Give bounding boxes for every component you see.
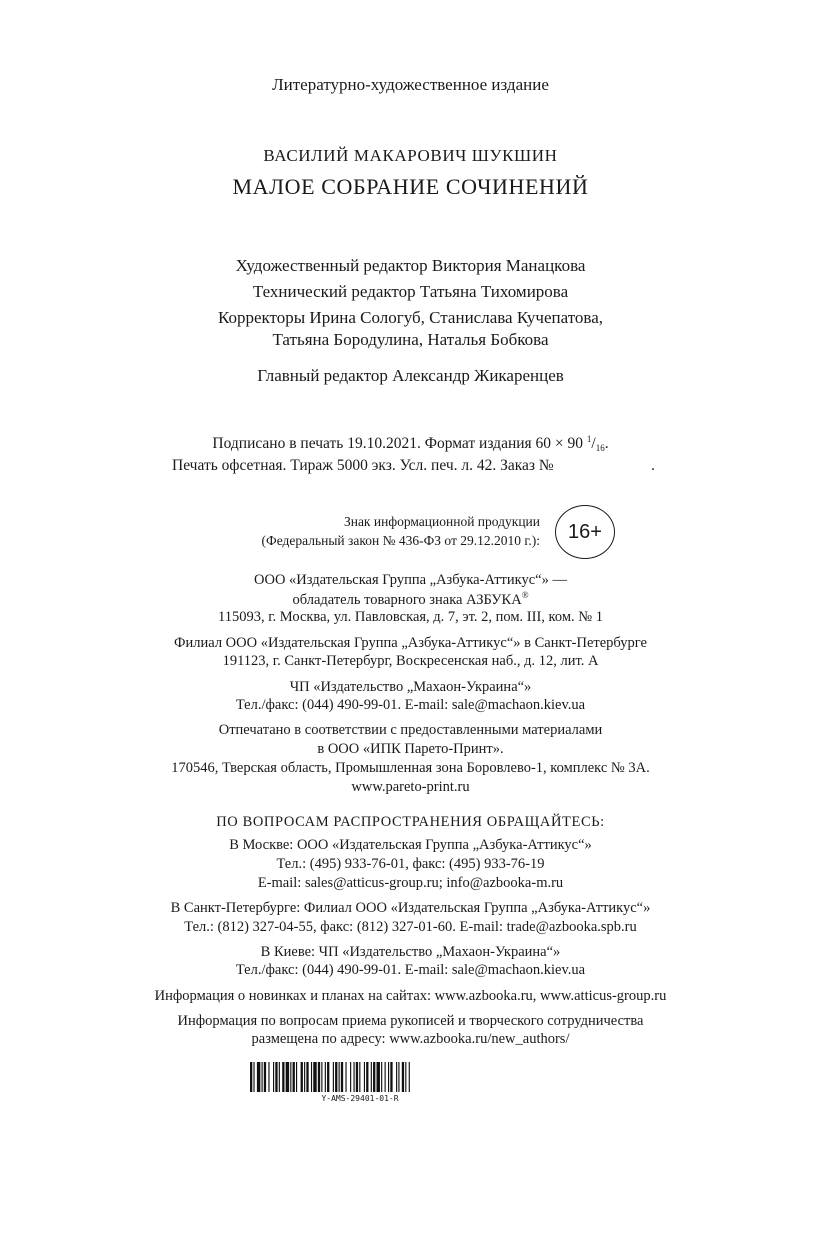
printed-line-3: 170546, Тверская область, Промышленная зона Боровлево-1, комплекс № 3А.: [171, 760, 650, 776]
registered-mark: ®: [521, 590, 529, 600]
format-fraction-separator: /: [591, 435, 596, 452]
proofreaders-line-2: Татьяна Бородулина, Наталья Бобкова: [272, 330, 549, 349]
print-info-line-2: Печать офсетная. Тираж 5000 экз. Усл. печ. л. 42. Заказ №: [172, 457, 554, 474]
author-name: ВАСИЛИЙ МАКАРОВИЧ ШУКШИН: [263, 146, 558, 165]
kiev-line-1: В Киеве: ЧП «Издательство „Махаон-Украина“»: [260, 944, 561, 960]
ukraine-publisher-line-1: ЧП «Издательство „Махаон-Украина“»: [289, 679, 532, 695]
moscow-line-2: Тел.: (495) 933-76-01, факс: (495) 933-76-19: [276, 856, 545, 872]
branch-line-1: Филиал ООО «Издательская Группа „Азбука-Аттикус“» в Санкт-Петербурге: [174, 635, 647, 651]
trademark-text: обладатель товарного знака АЗБУКА: [292, 592, 522, 608]
printed-line-1: Отпечатано в соответствии с предоставленными материалами: [218, 722, 603, 738]
spb-line-1: В Санкт-Петербурге: Филиал ООО «Издательская Группа „Азбука-Аттикус“»: [170, 900, 651, 916]
spb-line-2: Тел.: (812) 327-04-55, факс: (812) 327-01-60. E-mail: trade@azbooka.spb.ru: [184, 919, 637, 935]
moscow-line-3: E-mail: sales@atticus-group.ru; info@azbooka-m.ru: [257, 875, 564, 891]
distribution-heading: ПО ВОПРОСАМ РАСПРОСТРАНЕНИЯ ОБРАЩАЙТЕСЬ:: [216, 814, 605, 830]
barcode-code: Y-AMS-29401-01-R: [321, 1094, 399, 1103]
age-rating-badge: 16+: [555, 505, 615, 559]
chief-editor: Главный редактор Александр Жикаренцев: [257, 366, 564, 385]
publisher-address: 115093, г. Москва, ул. Павловская, д. 7, эт. 2, пом. III, ком. № 1: [218, 609, 603, 625]
barcode-bars: [250, 1062, 410, 1092]
format-fraction-denominator: 16: [595, 443, 605, 453]
age-mark-label-2: (Федеральный закон № 436-ФЗ от 29.12.2010 г.):: [261, 533, 540, 548]
proofreaders-line-1: Корректоры Ирина Сологуб, Станислава Кучепатова,: [217, 308, 604, 327]
print-info-prefix: Подписано в печать 19.10.2021. Формат издания 60 × 90: [212, 435, 587, 452]
age-mark-label-1: Знак информационной продукции: [343, 514, 540, 529]
format-fraction-numerator: 1: [586, 434, 592, 444]
print-info-line-2-end: .: [651, 457, 655, 474]
manuscripts-line-1: Информация по вопросам приема рукописей и творческого сотрудничества: [177, 1013, 644, 1029]
book-title: МАЛОЕ СОБРАНИЕ СОЧИНЕНИЙ: [232, 174, 589, 199]
kiev-line-2: Тел./факс: (044) 490-99-01. E-mail: sale@machaon.kiev.ua: [235, 962, 586, 978]
print-info-suffix: .: [604, 435, 609, 452]
publisher-line-2: [0, 590, 821, 609]
ukraine-publisher-line-2: Тел./факс: (044) 490-99-01. E-mail: sale@machaon.kiev.ua: [235, 697, 586, 713]
art-editor: Художественный редактор Виктория Манацкова: [235, 256, 586, 275]
manuscripts-line-2: размещена по адресу: www.azbooka.ru/new_authors/: [251, 1031, 570, 1047]
print-info-line-1: [0, 434, 821, 453]
moscow-line-1: В Москве: ООО «Издательская Группа „Азбука-Аттикус“»: [229, 837, 592, 853]
barcode-image: [250, 1062, 470, 1092]
printed-line-2: в ООО «ИПК Парето-Принт».: [317, 741, 504, 757]
printed-line-4: www.pareto-print.ru: [351, 779, 470, 795]
tech-editor: Технический редактор Татьяна Тихомирова: [252, 282, 569, 301]
news-info: Информация о новинках и планах на сайтах: www.azbooka.ru, www.atticus-group.ru: [154, 988, 667, 1004]
publisher-line-1: ООО «Издательская Группа „Азбука-Аттикус“» —: [254, 572, 567, 588]
branch-line-2: 191123, г. Санкт-Петербург, Воскресенская наб., д. 12, лит. А: [222, 653, 599, 669]
edition-type: Литературно-художественное издание: [272, 75, 549, 94]
